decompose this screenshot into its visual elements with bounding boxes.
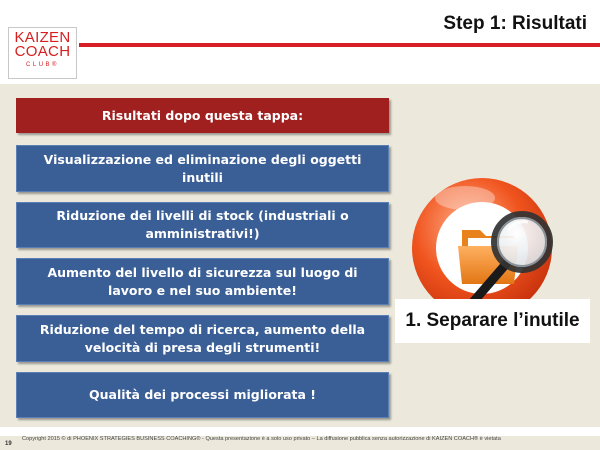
page-number: 19	[5, 441, 12, 447]
logo-line-3: CLUB®	[26, 62, 59, 68]
result-item: Qualità dei processi migliorata !	[16, 372, 389, 418]
slide-title: Step 1: Risultati	[443, 13, 587, 34]
result-item: Riduzione dei livelli di stock (industriali o amministrativi!)	[16, 202, 389, 248]
logo-line-1: KAIZEN	[14, 29, 71, 46]
footer	[0, 436, 600, 450]
result-item: Visualizzazione ed eliminazione degli oggetti inutili	[16, 145, 389, 192]
result-item: Aumento del livello di sicurezza sul luogo di lavoro e nel suo ambiente!	[16, 258, 389, 305]
footer-copyright: Copyright 2015 © di PHOENIX STRATEGIES BUSINESS COACHING® - Questa presentazione è a solo uso privato – La diffusione pubblica senza autorizzazione di KAIZEN COACH® è vietata	[22, 436, 501, 442]
logo-line-2: COACH	[14, 43, 71, 60]
result-item: Riduzione del tempo di ricerca, aumento della velocità di presa degli strumenti!	[16, 315, 389, 362]
callout-separate-unneeded: 1. Separare l’inutile	[395, 299, 590, 343]
kaizen-coach-logo	[8, 27, 77, 79]
title-underline	[79, 43, 600, 47]
results-header-box: Risultati dopo questa tappa:	[16, 98, 389, 133]
